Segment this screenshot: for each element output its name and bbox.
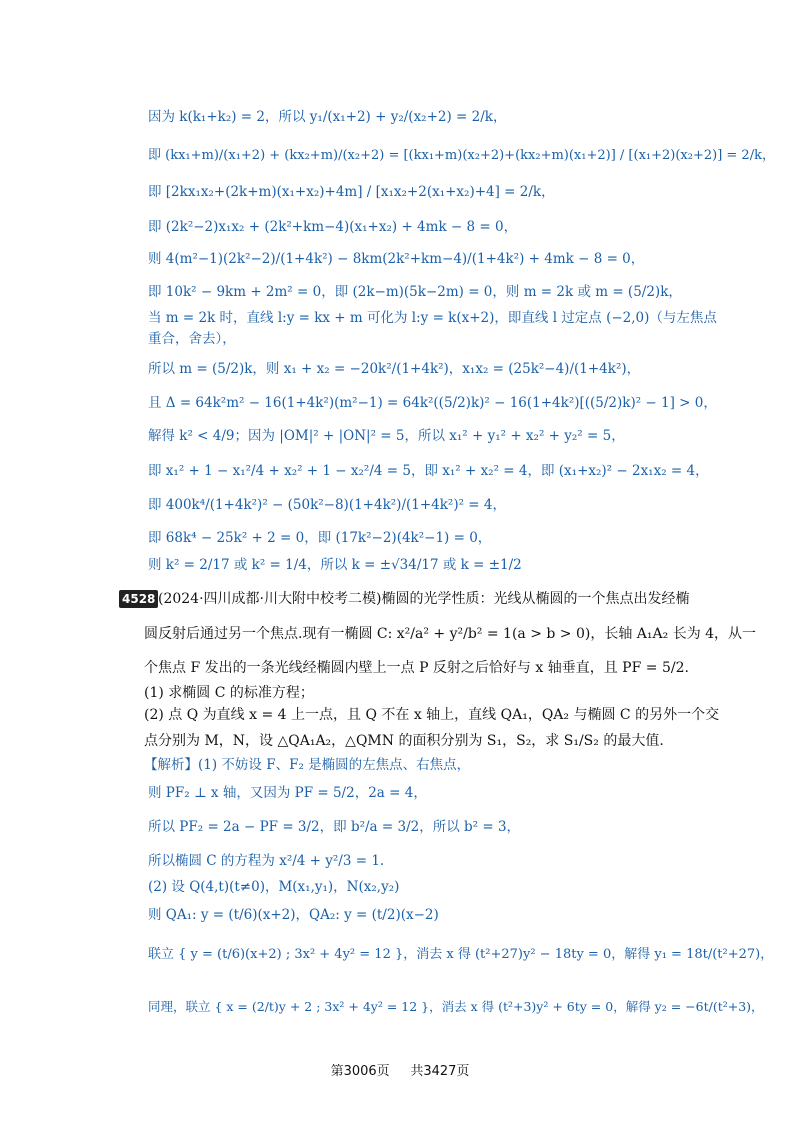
solution-line: 则 4(m²−1)(2k²−2)/(1+4k²) − 8km(2k²+km−4)/(1+4k²) + 4mk − 8 = 0， xyxy=(148,251,645,267)
solution-line: 当 m = 2k 时，直线 l:y = kx + m 可化为 l:y = k(x+2)，即直线 l 过定点 (−2,0)（与左焦点 xyxy=(148,310,717,326)
solution-line: 即 400k⁴/(1+4k²)² − (50k²−8)(1+4k²)/(1+4k²)² = 4， xyxy=(148,497,507,513)
solution-line: 解得 k² < 4/9；因为 |OM|² + |ON|² = 5，所以 x₁² + y₁² + x₂² + y₂² = 5， xyxy=(148,428,625,444)
solution-line: 则 PF₂ ⊥ x 轴，又因为 PF = 5/2，2a = 4， xyxy=(148,785,427,801)
solution-line: 同理，联立 { x = (2/t)y + 2 ; 3x² + 4y² = 12 }，消去 x 得 (t²+3)y² + 6ty = 0，解得 y₂ = −6t/(t²+3)， xyxy=(148,999,764,1014)
solution-line: 所以椭圆 C 的方程为 x²/4 + y²/3 = 1. xyxy=(148,853,385,869)
problem-line: (1) 求椭圆 C 的标准方程； xyxy=(144,685,314,701)
solution-line: 即 10k² − 9km + 2m² = 0，即 (2k−m)(5k−2m) = 0，则 m = 2k 或 m = (5/2)k， xyxy=(148,284,682,300)
solution-line: 即 x₁² + 1 − x₁²/4 + x₂² + 1 − x₂²/4 = 5，即 x₁² + x₂² = 4，即 (x₁+x₂)² − 2x₁x₂ = 4， xyxy=(148,463,709,479)
problem-line: 个焦点 F 发出的一条光线经椭圆内壁上一点 P 反射之后恰好与 x 轴垂直，且 PF = 5/2. xyxy=(144,660,689,676)
page-total: 共3427页 xyxy=(410,1064,470,1079)
solution-line: 则 k² = 2/17 或 k² = 1/4，所以 k = ±√34/17 或 k = ±1/2 xyxy=(148,557,522,573)
solution-line: (2) 设 Q(4,t)(t≠0)，M(x₁,y₁)，N(x₂,y₂) xyxy=(148,879,400,895)
problem-line: 圆反射后通过另一个焦点.现有一椭圆 C: x²/a² + y²/b² = 1(a > b > 0)，长轴 A₁A₂ 长为 4，从一 xyxy=(144,626,757,642)
problem-number-badge: 4528 xyxy=(119,590,158,608)
solution-line: 因为 k(k₁+k₂) = 2，所以 y₁/(x₁+2) + y₂/(x₂+2) = 2/k， xyxy=(148,109,507,125)
solution-line: 联立 { y = (t/6)(x+2) ; 3x² + 4y² = 12 }，消去 x 得 (t²+27)y² − 18ty = 0，解得 y₁ = 18t/(t²+27)， xyxy=(148,947,774,962)
solution-line: 则 QA₁: y = (t/6)(x+2)，QA₂: y = (t/2)(x−2) xyxy=(148,907,439,923)
solution-line: 重合，舍去）， xyxy=(148,331,236,347)
solution-line: 且 Δ = 64k²m² − 16(1+4k²)(m²−1) = 64k²((5/2)k)² − 16(1+4k²)[((5/2)k)² − 1] > 0， xyxy=(148,395,717,411)
solution-line: 即 68k⁴ − 25k² + 2 = 0，即 (17k²−2)(4k²−1) = 0， xyxy=(148,530,492,546)
solution-line: 【解析】(1) 不妨设 F、F₂ 是椭圆的左焦点、右焦点， xyxy=(144,757,471,773)
page-footer xyxy=(0,1060,800,1079)
problem-line: 点分别为 M，N，设 △QA₁A₂，△QMN 的面积分别为 S₁，S₂，求 S₁/S₂ 的最大值. xyxy=(144,733,664,749)
solution-line: 即 (2k²−2)x₁x₂ + (2k²+km−4)(x₁+x₂) + 4mk − 8 = 0， xyxy=(148,219,518,235)
page-number: 第3006页 xyxy=(330,1064,390,1079)
solution-line: 所以 m = (5/2)k，则 x₁ + x₂ = −20k²/(1+4k²)，x₁x₂ = (25k²−4)/(1+4k²)， xyxy=(148,361,641,377)
problem-line: (2024·四川成都·川大附中校考二模)椭圆的光学性质：光线从椭圆的一个焦点出发经椭 xyxy=(158,591,690,607)
solution-line: 所以 PF₂ = 2a − PF = 3/2，即 b²/a = 3/2，所以 b² = 3， xyxy=(148,819,521,835)
problem-line: (2) 点 Q 为直线 x = 4 上一点，且 Q 不在 x 轴上，直线 QA₁，QA₂ 与椭圆 C 的另外一个交 xyxy=(144,707,720,723)
solution-line: 即 [2kx₁x₂+(2k+m)(x₁+x₂)+4m] / [x₁x₂+2(x₁+x₂)+4] = 2/k， xyxy=(148,184,555,200)
solution-line: 即 (kx₁+m)/(x₁+2) + (kx₂+m)/(x₂+2) = [(kx₁+m)(x₂+2)+(kx₂+m)(x₁+2)] / [(x₁+2)(x₂+2)] = 2/k， xyxy=(148,148,775,163)
